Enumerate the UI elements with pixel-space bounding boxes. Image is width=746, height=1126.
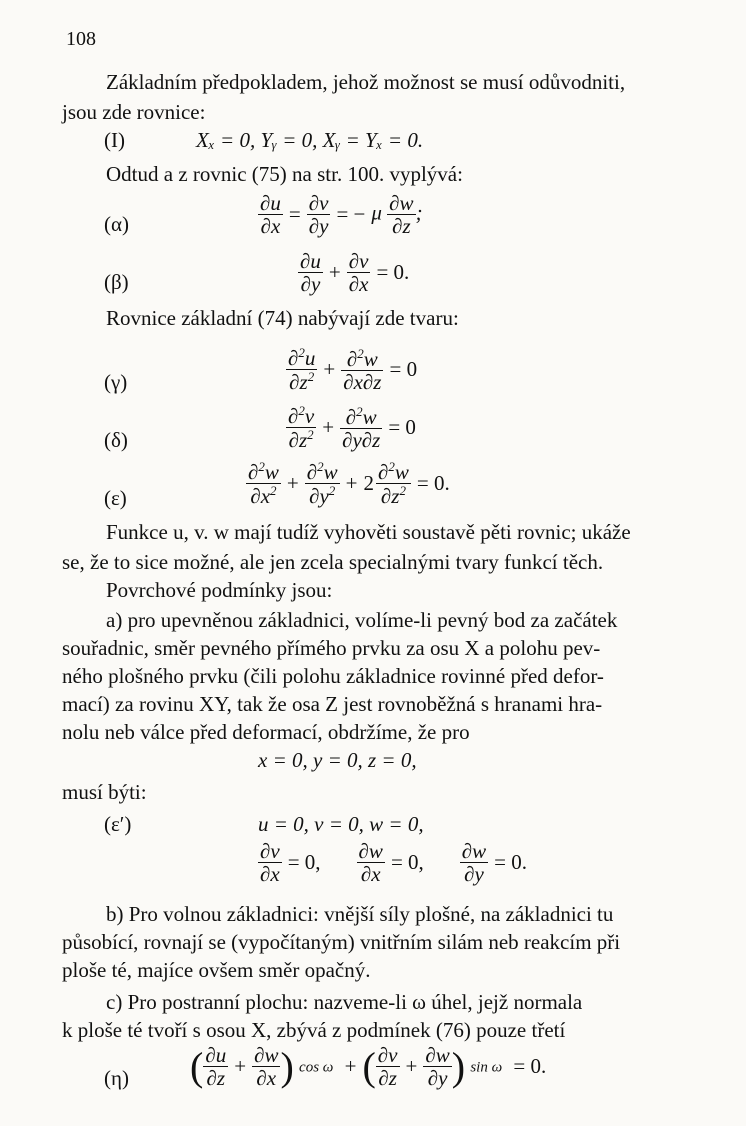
para9-line1: c) Pro postranní plochu: nazveme-li ω úhel, jejž normala bbox=[106, 990, 583, 1014]
eq-partials-rhs2: = 0, bbox=[390, 850, 424, 875]
para8-line1: b) Pro volnou základnici: vnější síly plošné, na základnici tu bbox=[106, 902, 614, 926]
eq-partials-rhs3: = 0. bbox=[494, 850, 528, 875]
eq-delta-rhs: = 0 bbox=[388, 415, 416, 440]
eq-delta: $\frac{\partial^2v}{\partial z^2}$ + $\frac{\partial^2w}{\partial y\partial z}$ = 0 bbox=[286, 404, 422, 451]
para6-line2: souřadnic, směr pevného přímého prvku za osu X a polohu pev- bbox=[62, 636, 601, 660]
eq-I: Xₓ = 0, Yᵧ = 0, Xᵧ = Yₓ = 0. bbox=[196, 128, 424, 152]
para6-line5: nolu neb válce před deformací, obdržíme, že pro bbox=[62, 720, 470, 744]
eq-xyz: x = 0, y = 0, z = 0, bbox=[258, 748, 417, 772]
eq-epsilon: $\frac{\partial^2w}{\partial x^2}$ + $\frac{\partial^2w}{\partial y^2}$ + 2 $\frac{\partial^2w}{\partial z^2}$ = 0. bbox=[246, 460, 456, 507]
para4-line1: Funkce u, v. w mají tudíž vyhověti soustavě pěti rovnic; ukáže bbox=[106, 520, 631, 544]
para6-line3: ného plošného prvku (čili polohu základnice rovinné před defor- bbox=[62, 664, 604, 688]
eq-I-label: (I) bbox=[104, 128, 125, 152]
para9-line2: k ploše té tvoří s osou X, zbývá z podmínek (76) pouze třetí bbox=[62, 1018, 566, 1042]
eq-partials: $\frac{\partial v}{\partial x}$ = 0, $\frac{\partial w}{\partial x}$ = 0, $\frac{\partial w}{\partial y}$ = 0. bbox=[258, 840, 533, 885]
page-number: 108 bbox=[66, 28, 96, 50]
para6-line4: mací) za rovinu XY, tak že osa Z jest rovnoběžná s hranami hra- bbox=[62, 692, 603, 716]
eq-partials-rhs1: = 0, bbox=[287, 850, 321, 875]
eq-epsilon-rhs: = 0. bbox=[416, 471, 450, 496]
para1-line1: Základním předpokladem, jehož možnost se musí odůvodniti, bbox=[106, 70, 626, 94]
eq-eps-prime: u = 0, v = 0, w = 0, bbox=[258, 812, 424, 836]
para3: Rovnice základní (74) nabývají zde tvaru: bbox=[106, 306, 459, 330]
eq-epsilon-label: (ε) bbox=[104, 486, 127, 510]
eq-beta: $\frac{\partial u}{\partial y}$ + $\frac{\partial v}{\partial x}$ = 0. bbox=[298, 250, 415, 295]
eq-delta-label: (δ) bbox=[104, 428, 128, 452]
eq-alpha-tail: ; bbox=[415, 200, 423, 225]
eq-gamma-label: (γ) bbox=[104, 370, 128, 394]
eq-alpha-label: (α) bbox=[104, 212, 129, 236]
para1-line2: jsou zde rovnice: bbox=[62, 100, 206, 124]
eq-eta-cos: cos ω bbox=[299, 1059, 334, 1076]
eq-beta-rhs: = 0. bbox=[376, 260, 410, 285]
para8-line2: působící, rovnají se (vypočítaným) vnitřním silám neb reakcím při bbox=[62, 930, 621, 954]
eq-eta-sin: sin ω bbox=[470, 1059, 503, 1076]
eq-eps-prime-label: (ε′) bbox=[104, 812, 132, 836]
para4-line2: se, že to sice možné, ale jen zcela specialnými tvary funkcí těch. bbox=[62, 550, 604, 574]
eq-epsilon-coef: 2 bbox=[363, 471, 374, 496]
eq-beta-label: (β) bbox=[104, 270, 129, 294]
eq-eta-label: (η) bbox=[104, 1066, 129, 1090]
eq-alpha-mu: μ bbox=[371, 200, 382, 225]
eq-eta-rhs: = 0. bbox=[513, 1054, 547, 1079]
eq-eta: ( $\frac{\partial u}{\partial z}$ + $\frac{\partial w}{\partial x}$ ) cos ω + ( $\frac{\partial v}{\partial z}$ + $\frac{\partial w}{\partial y}$ ) sin ω = 0. bbox=[190, 1044, 552, 1089]
para6-line1: a) pro upevněnou základnici, volíme-li pevný bod za začátek bbox=[106, 608, 618, 632]
para5: Povrchové podmínky jsou: bbox=[106, 578, 333, 602]
para8-line3: ploše té, majíce ovšem směr opačný. bbox=[62, 958, 371, 982]
para7: musí býti: bbox=[62, 780, 147, 804]
eq-gamma: $\frac{\partial^2u}{\partial z^2}$ + $\frac{\partial^2w}{\partial x\partial z}$ = 0 bbox=[286, 346, 423, 393]
eq-alpha: $\frac{\partial u}{\partial x}$ = $\frac{\partial v}{\partial y}$ = − μ $\frac{\partial w}{\partial z}$ ; bbox=[260, 191, 423, 239]
eq-gamma-rhs: = 0 bbox=[389, 357, 418, 382]
para2: Odtud a z rovnic (75) na str. 100. vyplývá: bbox=[106, 162, 463, 186]
